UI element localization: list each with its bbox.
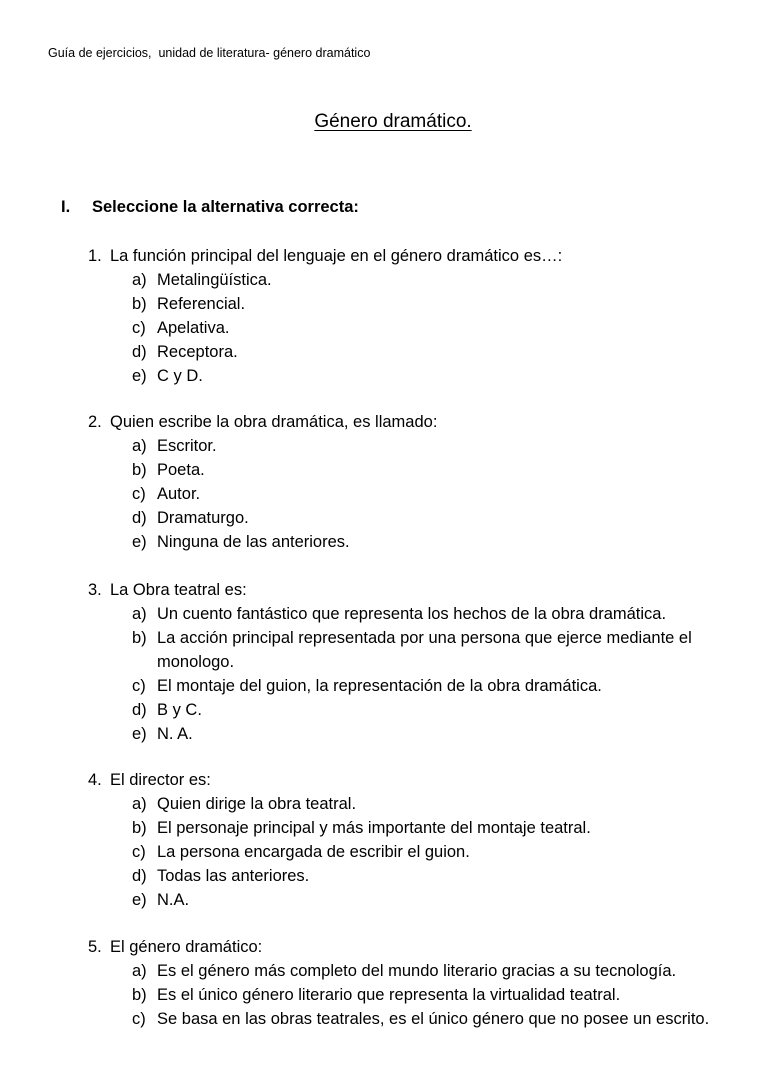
question-text: El género dramático: [110,938,263,956]
question-stem [88,244,748,268]
option-text: Todas las anteriores. [157,867,310,885]
option-text: Receptora. [157,343,238,361]
option-item [88,292,748,316]
option-list [88,268,748,388]
option-item [88,458,748,482]
question-1 [88,244,748,388]
option-item [88,340,748,364]
question-number: 1. [88,247,102,265]
option-list [88,602,748,746]
option-text: Metalingüística. [157,271,272,289]
option-item [88,482,748,506]
option-item [88,959,748,983]
option-item [88,816,748,840]
option-list [88,434,748,554]
option-item [88,792,748,816]
option-text: Dramaturgo. [157,509,249,527]
option-item [88,530,748,554]
section-numeral: I. [61,198,71,216]
option-item [88,626,748,674]
option-letter: b) [132,986,147,1004]
option-item [88,983,748,1007]
option-list [88,959,748,1031]
option-text: N.A. [157,891,190,909]
question-2 [88,410,748,554]
option-item [88,840,748,864]
header-note: Guía de ejercicios, unidad de literatura- género dramático [48,46,371,60]
option-item [88,722,748,746]
question-text: La Obra teatral es: [110,581,247,599]
question-number: 3. [88,581,102,599]
option-text: La persona encargada de escribir el guion. [157,843,470,861]
question-number: 4. [88,771,102,789]
question-stem [88,768,748,792]
option-letter: d) [132,509,147,527]
option-text: Quien dirige la obra teatral. [157,795,357,813]
option-text: Escritor. [157,437,217,455]
option-text: Es el único género literario que representa la virtualidad teatral. [157,986,621,1004]
section-heading-text: Seleccione la alternativa correcta: [92,198,359,216]
option-letter: b) [132,295,147,313]
option-text: B y C. [157,701,202,719]
option-letter: c) [132,677,146,695]
question-5 [88,935,748,1031]
question-text: La función principal del lenguaje en el género dramático es…: [110,247,563,265]
option-letter: e) [132,367,147,385]
question-4 [88,768,748,912]
option-text: Ninguna de las anteriores. [157,533,350,551]
option-letter: e) [132,891,147,909]
option-item [88,268,748,292]
question-number: 2. [88,413,102,431]
option-item [88,888,748,912]
option-item [88,602,748,626]
option-text: Es el género más completo del mundo literario gracias a su tecnología. [157,962,677,980]
option-text: Apelativa. [157,319,230,337]
option-text: Poeta. [157,461,205,479]
option-letter: a) [132,795,147,813]
option-letter: b) [132,819,147,837]
option-item [88,364,748,388]
option-letter: d) [132,343,147,361]
question-number: 5. [88,938,102,956]
option-letter: a) [132,271,147,289]
option-letter: a) [132,437,147,455]
question-stem [88,410,748,434]
option-letter: c) [132,319,146,337]
option-text: La acción principal representada por una persona que ejerce mediante el monologo. [157,629,692,671]
option-letter: d) [132,701,147,719]
question-stem [88,578,748,602]
option-letter: b) [132,629,147,647]
option-letter: e) [132,725,147,743]
question-text: Quien escribe la obra dramática, es llamado: [110,413,438,431]
option-letter: d) [132,867,147,885]
option-letter: b) [132,461,147,479]
option-text: Referencial. [157,295,246,313]
question-text: El director es: [110,771,211,789]
option-letter: a) [132,605,147,623]
option-item [88,1007,748,1031]
option-item [88,864,748,888]
section-heading [61,198,359,217]
option-letter: e) [132,533,147,551]
option-item [88,506,748,530]
option-letter: c) [132,843,146,861]
option-text: Se basa en las obras teatrales, es el único género que no posee un escrito. [157,1010,710,1028]
option-list [88,792,748,912]
page-title: Género dramático. [314,111,472,132]
option-text: C y D. [157,367,203,385]
question-3 [88,578,748,746]
option-text: El personaje principal y más importante del montaje teatral. [157,819,591,837]
option-item [88,674,748,698]
option-text: N. A. [157,725,193,743]
option-letter: a) [132,962,147,980]
option-item [88,698,748,722]
option-text: Un cuento fantástico que representa los hechos de la obra dramática. [157,605,667,623]
option-letter: c) [132,1010,146,1028]
option-item [88,316,748,340]
option-letter: c) [132,485,146,503]
question-stem [88,935,748,959]
option-item [88,434,748,458]
option-text: Autor. [157,485,201,503]
option-text: El montaje del guion, la representación de la obra dramática. [157,677,602,695]
